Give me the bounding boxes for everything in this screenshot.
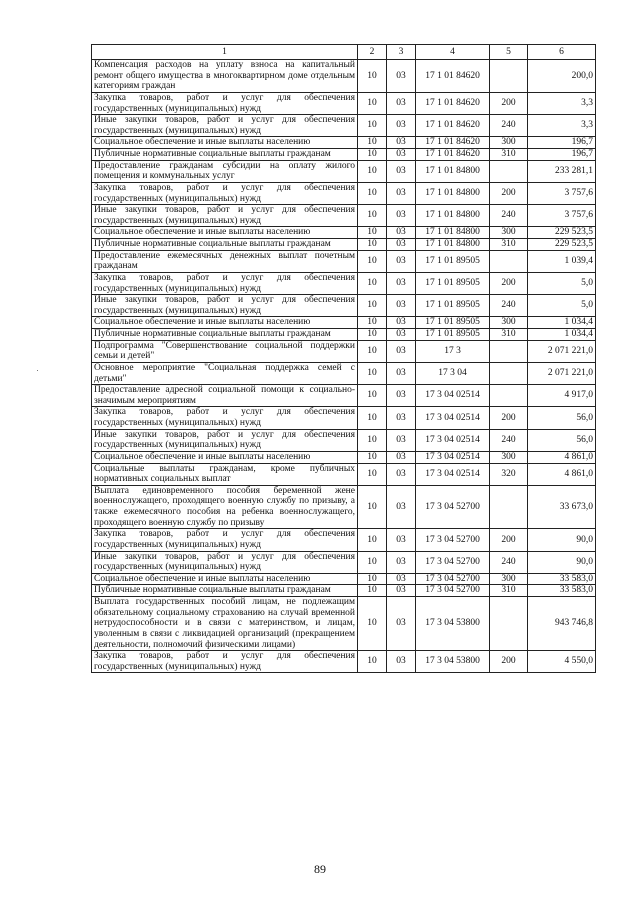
header-col-6: 6: [528, 45, 596, 60]
cell-subsection: 03: [387, 362, 416, 384]
cell-subsection: 03: [387, 329, 416, 341]
cell-target-code: 17 3 04 52700: [416, 573, 490, 585]
cell-amount: 5,0: [528, 272, 596, 294]
cell-target-code: 17 3 04 52700: [416, 551, 490, 573]
cell-amount: 196,7: [528, 149, 596, 161]
table-row: [92, 429, 596, 451]
cell-amount: 4 861,0: [528, 451, 596, 463]
table-row: [92, 485, 596, 529]
header-col-1: 1: [92, 45, 358, 60]
table-row: [92, 329, 596, 341]
cell-target-code: 17 3 04 52700: [416, 585, 490, 597]
cell-name: Иные закупки товаров, работ и услуг для обеспечения государственных (муниципальных) нужд: [92, 429, 358, 451]
cell-subsection: 03: [387, 597, 416, 651]
cell-amount: 4 550,0: [528, 651, 596, 673]
cell-target-code: 17 3 04 02514: [416, 429, 490, 451]
cell-name: Социальное обеспечение и иные выплаты населению: [92, 451, 358, 463]
cell-subsection: 03: [387, 227, 416, 239]
cell-target-code: 17 1 01 89505: [416, 329, 490, 341]
cell-subsection: 03: [387, 149, 416, 161]
cell-section: 10: [358, 597, 387, 651]
cell-subsection: 03: [387, 295, 416, 317]
cell-target-code: 17 1 01 89505: [416, 295, 490, 317]
cell-target-code: 17 1 01 84620: [416, 92, 490, 114]
cell-expense-type: [490, 485, 528, 529]
cell-subsection: 03: [387, 385, 416, 407]
cell-target-code: 17 1 01 84800: [416, 239, 490, 251]
cell-expense-type: 310: [490, 239, 528, 251]
cell-section: 10: [358, 585, 387, 597]
table-row: [92, 137, 596, 149]
cell-target-code: 17 3 04 02514: [416, 463, 490, 485]
table-row: [92, 205, 596, 227]
cell-expense-type: 310: [490, 149, 528, 161]
page-number: 89: [314, 862, 326, 876]
cell-section: 10: [358, 149, 387, 161]
cell-target-code: 17 1 01 84800: [416, 227, 490, 239]
cell-amount: 200,0: [528, 60, 596, 93]
table-row: [92, 115, 596, 137]
cell-section: 10: [358, 485, 387, 529]
table-row: [92, 551, 596, 573]
cell-amount: 229 523,5: [528, 227, 596, 239]
cell-target-code: 17 1 01 84620: [416, 60, 490, 93]
cell-name: Социальное обеспечение и иные выплаты населению: [92, 317, 358, 329]
cell-section: 10: [358, 551, 387, 573]
cell-name: Закупка товаров, работ и услуг для обеспечения государственных (муниципальных) нужд: [92, 529, 358, 551]
cell-section: 10: [358, 573, 387, 585]
cell-section: 10: [358, 362, 387, 384]
table-row: [92, 362, 596, 384]
cell-subsection: 03: [387, 485, 416, 529]
cell-subsection: 03: [387, 340, 416, 362]
cell-expense-type: 320: [490, 463, 528, 485]
table-row: [92, 597, 596, 651]
table-row: [92, 407, 596, 429]
table-row: [92, 529, 596, 551]
cell-amount: 233 281,1: [528, 160, 596, 182]
cell-amount: 2 071 221,0: [528, 362, 596, 384]
cell-name: Социальное обеспечение и иные выплаты населению: [92, 573, 358, 585]
cell-subsection: 03: [387, 585, 416, 597]
cell-section: 10: [358, 385, 387, 407]
cell-target-code: 17 3 04 02514: [416, 407, 490, 429]
cell-amount: 33 583,0: [528, 573, 596, 585]
cell-expense-type: [490, 340, 528, 362]
cell-name: Выплата единовременного пособия беременной жене военнослужащего, проходящего военную службу по призыву, а также ежемесячного пособия на ребенка военнослужащего, проходящего военную службу по призыву: [92, 485, 358, 529]
table-row: [92, 239, 596, 251]
cell-target-code: 17 1 01 89505: [416, 272, 490, 294]
cell-section: 10: [358, 160, 387, 182]
table-row: [92, 340, 596, 362]
cell-amount: 4 861,0: [528, 463, 596, 485]
cell-expense-type: 240: [490, 429, 528, 451]
table-row: [92, 385, 596, 407]
cell-amount: 56,0: [528, 429, 596, 451]
table-row: [92, 60, 596, 93]
cell-target-code: 17 3 04 52700: [416, 485, 490, 529]
table-row: [92, 463, 596, 485]
cell-target-code: 17 1 01 84620: [416, 115, 490, 137]
cell-amount: 5,0: [528, 295, 596, 317]
cell-subsection: 03: [387, 463, 416, 485]
cell-name: Публичные нормативные социальные выплаты гражданам: [92, 329, 358, 341]
cell-expense-type: [490, 385, 528, 407]
cell-name: Предоставление ежемесячных денежных выплат почетным гражданам: [92, 250, 358, 272]
cell-subsection: 03: [387, 551, 416, 573]
cell-expense-type: 200: [490, 407, 528, 429]
cell-target-code: 17 3 04 02514: [416, 451, 490, 463]
table-body: [92, 60, 596, 673]
cell-target-code: 17 1 01 89505: [416, 317, 490, 329]
cell-expense-type: 200: [490, 529, 528, 551]
cell-section: 10: [358, 429, 387, 451]
cell-section: 10: [358, 651, 387, 673]
cell-subsection: 03: [387, 529, 416, 551]
table-row: [92, 160, 596, 182]
cell-subsection: 03: [387, 451, 416, 463]
cell-target-code: 17 1 01 84800: [416, 205, 490, 227]
cell-target-code: 17 3: [416, 340, 490, 362]
cell-section: 10: [358, 92, 387, 114]
cell-amount: 4 917,0: [528, 385, 596, 407]
cell-section: 10: [358, 60, 387, 93]
cell-name: Закупка товаров, работ и услуг для обеспечения государственных (муниципальных) нужд: [92, 272, 358, 294]
table-row: [92, 585, 596, 597]
cell-amount: 3 757,6: [528, 182, 596, 204]
cell-target-code: 17 1 01 84620: [416, 149, 490, 161]
cell-name: Закупка товаров, работ и услуг для обеспечения государственных (муниципальных) нужд: [92, 182, 358, 204]
cell-name: Публичные нормативные социальные выплаты гражданам: [92, 149, 358, 161]
cell-section: 10: [358, 407, 387, 429]
cell-subsection: 03: [387, 651, 416, 673]
cell-name: Закупка товаров, работ и услуг для обеспечения государственных (муниципальных) нужд: [92, 651, 358, 673]
table-row: [92, 317, 596, 329]
cell-name: Социальное обеспечение и иные выплаты населению: [92, 137, 358, 149]
cell-target-code: 17 3 04: [416, 362, 490, 384]
cell-expense-type: 300: [490, 573, 528, 585]
header-col-3: 3: [387, 45, 416, 60]
table-row: [92, 295, 596, 317]
cell-name: Публичные нормативные социальные выплаты гражданам: [92, 585, 358, 597]
scan-speck: [37, 370, 38, 371]
cell-name: Иные закупки товаров, работ и услуг для обеспечения государственных (муниципальных) нужд: [92, 295, 358, 317]
cell-subsection: 03: [387, 573, 416, 585]
cell-expense-type: 240: [490, 115, 528, 137]
table-row: [92, 651, 596, 673]
cell-subsection: 03: [387, 60, 416, 93]
cell-section: 10: [358, 529, 387, 551]
cell-name: Публичные нормативные социальные выплаты гражданам: [92, 239, 358, 251]
cell-expense-type: 300: [490, 317, 528, 329]
cell-expense-type: [490, 60, 528, 93]
cell-expense-type: 200: [490, 92, 528, 114]
cell-name: Социальные выплаты гражданам, кроме публичных нормативных социальных выплат: [92, 463, 358, 485]
cell-section: 10: [358, 227, 387, 239]
header-col-2: 2: [358, 45, 387, 60]
cell-section: 10: [358, 317, 387, 329]
cell-expense-type: 310: [490, 329, 528, 341]
cell-name: Предоставление адресной социальной помощи к социально-значимым мероприятиям: [92, 385, 358, 407]
cell-subsection: 03: [387, 429, 416, 451]
cell-name: Иные закупки товаров, работ и услуг для обеспечения государственных (муниципальных) нужд: [92, 551, 358, 573]
cell-subsection: 03: [387, 205, 416, 227]
table-row: [92, 227, 596, 239]
table-row: [92, 149, 596, 161]
cell-section: 10: [358, 340, 387, 362]
table-row: [92, 451, 596, 463]
cell-name: Основное мероприятие "Социальная поддержка семей с детьми": [92, 362, 358, 384]
cell-name: Предоставление гражданам субсидии на оплату жилого помещения и коммунальных услуг: [92, 160, 358, 182]
cell-amount: 1 034,4: [528, 329, 596, 341]
cell-subsection: 03: [387, 239, 416, 251]
table-row: [92, 92, 596, 114]
cell-target-code: 17 1 01 84800: [416, 160, 490, 182]
cell-subsection: 03: [387, 272, 416, 294]
cell-name: Подпрограмма "Совершенствование социальной поддержки семьи и детей": [92, 340, 358, 362]
cell-name: Иные закупки товаров, работ и услуг для обеспечения государственных (муниципальных) нужд: [92, 205, 358, 227]
cell-name: Компенсация расходов на уплату взноса на капитальный ремонт общего имущества в многоквартирном доме отдельным категориям граждан: [92, 60, 358, 93]
cell-subsection: 03: [387, 160, 416, 182]
cell-subsection: 03: [387, 317, 416, 329]
cell-name: Социальное обеспечение и иные выплаты населению: [92, 227, 358, 239]
cell-amount: 229 523,5: [528, 239, 596, 251]
cell-subsection: 03: [387, 115, 416, 137]
cell-subsection: 03: [387, 407, 416, 429]
cell-section: 10: [358, 205, 387, 227]
cell-name: Закупка товаров, работ и услуг для обеспечения государственных (муниципальных) нужд: [92, 407, 358, 429]
cell-target-code: 17 3 04 52700: [416, 529, 490, 551]
cell-section: 10: [358, 329, 387, 341]
table-row: [92, 272, 596, 294]
cell-section: 10: [358, 295, 387, 317]
cell-expense-type: [490, 362, 528, 384]
cell-target-code: 17 1 01 89505: [416, 250, 490, 272]
cell-section: 10: [358, 239, 387, 251]
cell-section: 10: [358, 463, 387, 485]
cell-expense-type: 300: [490, 451, 528, 463]
cell-amount: 943 746,8: [528, 597, 596, 651]
cell-name: Закупка товаров, работ и услуг для обеспечения государственных (муниципальных) нужд: [92, 92, 358, 114]
cell-subsection: 03: [387, 182, 416, 204]
cell-amount: 33 583,0: [528, 585, 596, 597]
cell-amount: 90,0: [528, 551, 596, 573]
cell-subsection: 03: [387, 92, 416, 114]
budget-table: [91, 44, 596, 673]
cell-target-code: 17 3 04 02514: [416, 385, 490, 407]
cell-expense-type: [490, 250, 528, 272]
cell-amount: 196,7: [528, 137, 596, 149]
cell-amount: 1 034,4: [528, 317, 596, 329]
cell-section: 10: [358, 182, 387, 204]
table-row: [92, 250, 596, 272]
header-col-4: 4: [416, 45, 490, 60]
cell-amount: 2 071 221,0: [528, 340, 596, 362]
cell-expense-type: [490, 597, 528, 651]
header-col-5: 5: [490, 45, 528, 60]
cell-amount: 33 673,0: [528, 485, 596, 529]
cell-amount: 3 757,6: [528, 205, 596, 227]
cell-expense-type: 200: [490, 651, 528, 673]
cell-expense-type: 200: [490, 182, 528, 204]
cell-amount: 3,3: [528, 115, 596, 137]
cell-target-code: 17 1 01 84620: [416, 137, 490, 149]
table-row: [92, 573, 596, 585]
cell-expense-type: [490, 160, 528, 182]
cell-amount: 1 039,4: [528, 250, 596, 272]
cell-name: Выплата государственных пособий лицам, не подлежащим обязательному социальному страхованию на случай временной нетрудоспособности и в связи с материнством, и лицам, уволенным в связи с ликвидацией организаций (прекращением деятельности, полномочий физическими лицами): [92, 597, 358, 651]
cell-target-code: 17 3 04 53800: [416, 651, 490, 673]
cell-section: 10: [358, 272, 387, 294]
cell-expense-type: 310: [490, 585, 528, 597]
cell-amount: 3,3: [528, 92, 596, 114]
cell-amount: 56,0: [528, 407, 596, 429]
cell-expense-type: 240: [490, 205, 528, 227]
cell-section: 10: [358, 451, 387, 463]
cell-expense-type: 300: [490, 137, 528, 149]
cell-expense-type: 300: [490, 227, 528, 239]
cell-subsection: 03: [387, 137, 416, 149]
cell-expense-type: 240: [490, 551, 528, 573]
cell-target-code: 17 3 04 53800: [416, 597, 490, 651]
cell-amount: 90,0: [528, 529, 596, 551]
cell-expense-type: 240: [490, 295, 528, 317]
cell-subsection: 03: [387, 250, 416, 272]
cell-section: 10: [358, 115, 387, 137]
cell-name: Иные закупки товаров, работ и услуг для обеспечения государственных (муниципальных) нужд: [92, 115, 358, 137]
cell-target-code: 17 1 01 84800: [416, 182, 490, 204]
table-row: [92, 182, 596, 204]
cell-expense-type: 200: [490, 272, 528, 294]
table-header-row: [92, 45, 596, 60]
cell-section: 10: [358, 250, 387, 272]
cell-section: 10: [358, 137, 387, 149]
